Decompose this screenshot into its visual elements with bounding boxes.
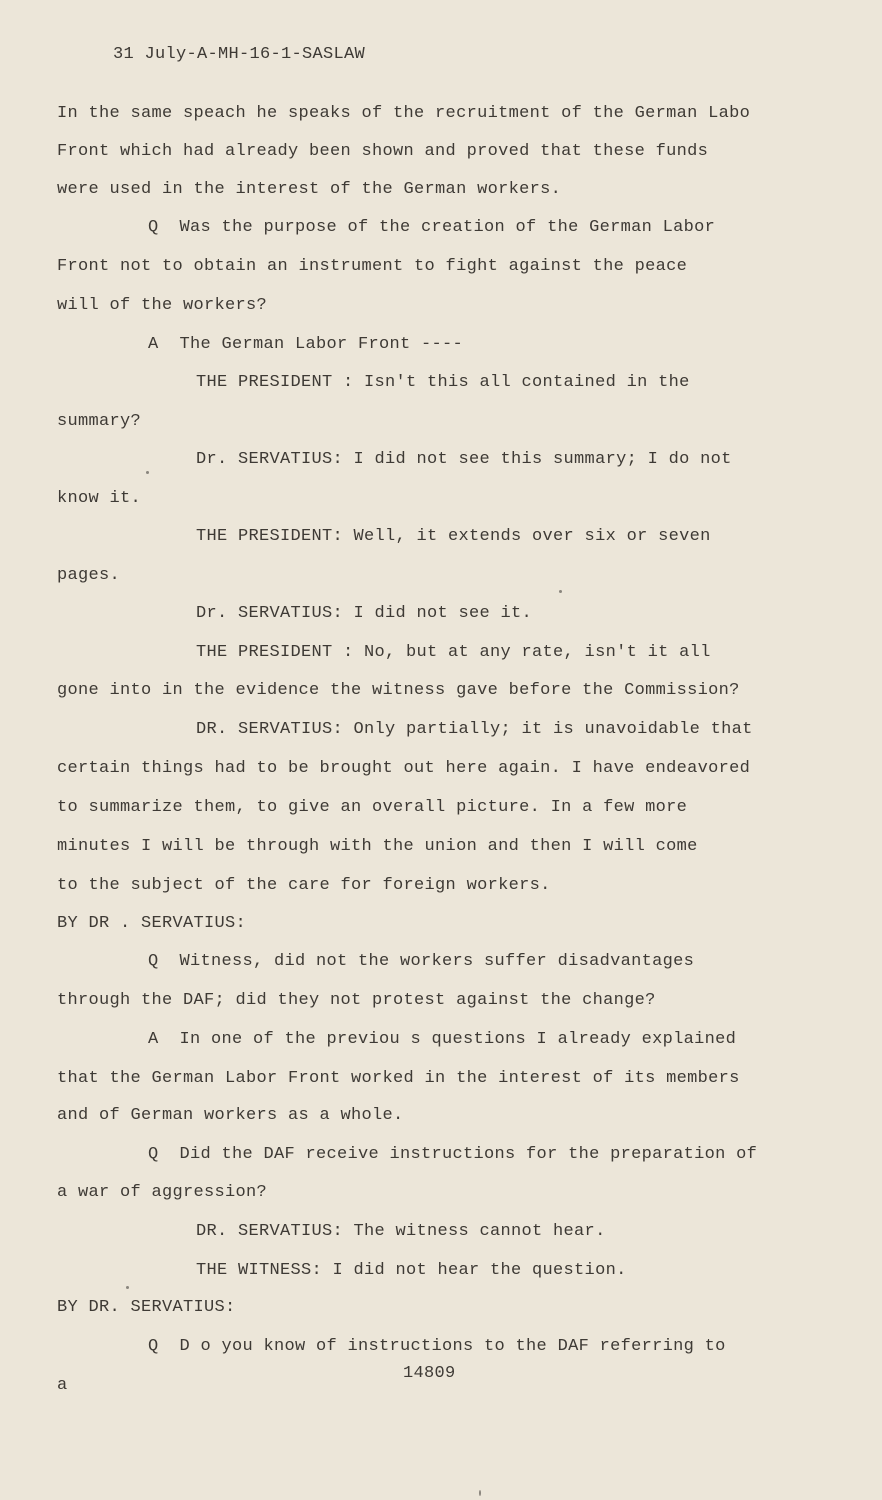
paper-speck [479,1490,481,1496]
text-line-11: know it. [57,489,142,508]
text-line-3: were used in the interest of the German workers. [57,180,562,199]
text-line-14: Dr. SERVATIUS: I did not see it. [196,604,533,623]
text-line-10: Dr. SERVATIUS: I did not see this summary; I do not [196,450,732,469]
text-line-2: Front which had already been shown and proved that these funds [57,142,709,161]
text-line-1: In the same speach he speaks of the recruitment of the German Labo [57,104,751,123]
paper-speck [559,590,562,593]
text-line-32: BY DR. SERVATIUS: [57,1298,236,1317]
text-line-5: Front not to obtain an instrument to fight against the peace [57,257,688,276]
text-line-7: A The German Labor Front ---- [148,335,464,354]
text-line-9: summary? [57,412,142,431]
text-line-4: Q Was the purpose of the creation of the German Labor [148,218,716,237]
text-line-23: Q Witness, did not the workers suffer disadvantages [148,952,695,971]
text-line-31: THE WITNESS: I did not hear the question. [196,1261,627,1280]
text-line-25: A In one of the previou s questions I already explained [148,1030,737,1049]
text-line-12: THE PRESIDENT: Well, it extends over six or seven [196,527,711,546]
text-line-17: DR. SERVATIUS: Only partially; it is unavoidable that [196,720,753,739]
text-line-15: THE PRESIDENT : No, but at any rate, isn't it all [196,643,711,662]
text-line-27: and of German workers as a whole. [57,1106,404,1125]
paper-speck [146,471,149,474]
text-line-21: to the subject of the care for foreign workers. [57,876,551,895]
text-line-18: certain things had to be brought out here again. I have endeavored [57,759,751,778]
paper-speck [126,1286,129,1289]
footer-letter: a [57,1376,68,1395]
text-line-29: a war of aggression? [57,1183,268,1202]
text-line-26: that the German Labor Front worked in the interest of its members [57,1069,740,1088]
text-line-22: BY DR . SERVATIUS: [57,914,247,933]
text-line-20: minutes I will be through with the union and then I will come [57,837,698,856]
text-line-30: DR. SERVATIUS: The witness cannot hear. [196,1222,606,1241]
text-line-19: to summarize them, to give an overall picture. In a few more [57,798,688,817]
page-number: 14809 [403,1364,456,1383]
text-line-8: THE PRESIDENT : Isn't this all contained in the [196,373,690,392]
text-line-33: Q D o you know of instructions to the DAF referring to [148,1337,726,1356]
text-line-28: Q Did the DAF receive instructions for the preparation of [148,1145,758,1164]
text-line-16: gone into in the evidence the witness gave before the Commission? [57,681,740,700]
text-line-13: pages. [57,566,121,585]
document-header: 31 July-A-MH-16-1-SASLAW [113,45,366,64]
text-line-24: through the DAF; did they not protest against the change? [57,991,656,1010]
text-line-6: will of the workers? [57,296,268,315]
